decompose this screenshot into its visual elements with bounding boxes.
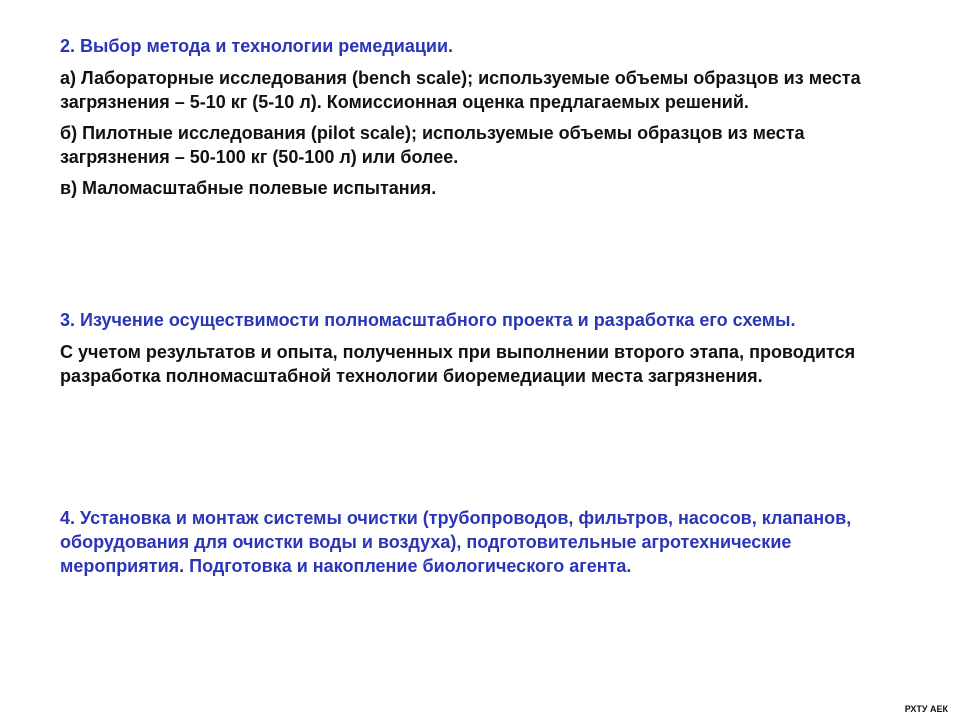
section-feasibility-study [60,308,910,388]
section-method-selection [60,34,910,200]
section-2-heading: 2. Выбор метода и технологии ремедиации. [60,36,454,56]
section-2-item-c: в) Маломасштабные полевые испытания. [60,178,437,198]
footer-label: РХТУ АЕК [904,704,948,714]
section-2-item-b: б) Пилотные исследования (pilot scale); используемые объемы образцов из места загрязнения – 50-100 кг (50-100 л) или более. [60,123,805,167]
section-3-heading: 3. Изучение осуществимости полномасштабного проекта и разработка его схемы. [60,310,796,330]
section-installation [60,506,910,578]
section-2-item-a: а) Лабораторные исследования (bench scale); используемые объемы образцов из места загрязнения – 5-10 кг (5-10 л). Комиссионная оценка предлагаемых решений. [60,68,861,112]
section-4-body: 4. Установка и монтаж системы очистки (трубопроводов, фильтров, насосов, клапанов, оборудования для очистки воды и воздуха), подготовительные агротехнические мероприятия. Подготовка и накопление биологического агента. [60,508,852,576]
section-3-body: С учетом результатов и опыта, полученных при выполнении второго этапа, проводится разработка полномасштабной технологии биоремедиации места загрязнения. [60,342,856,386]
